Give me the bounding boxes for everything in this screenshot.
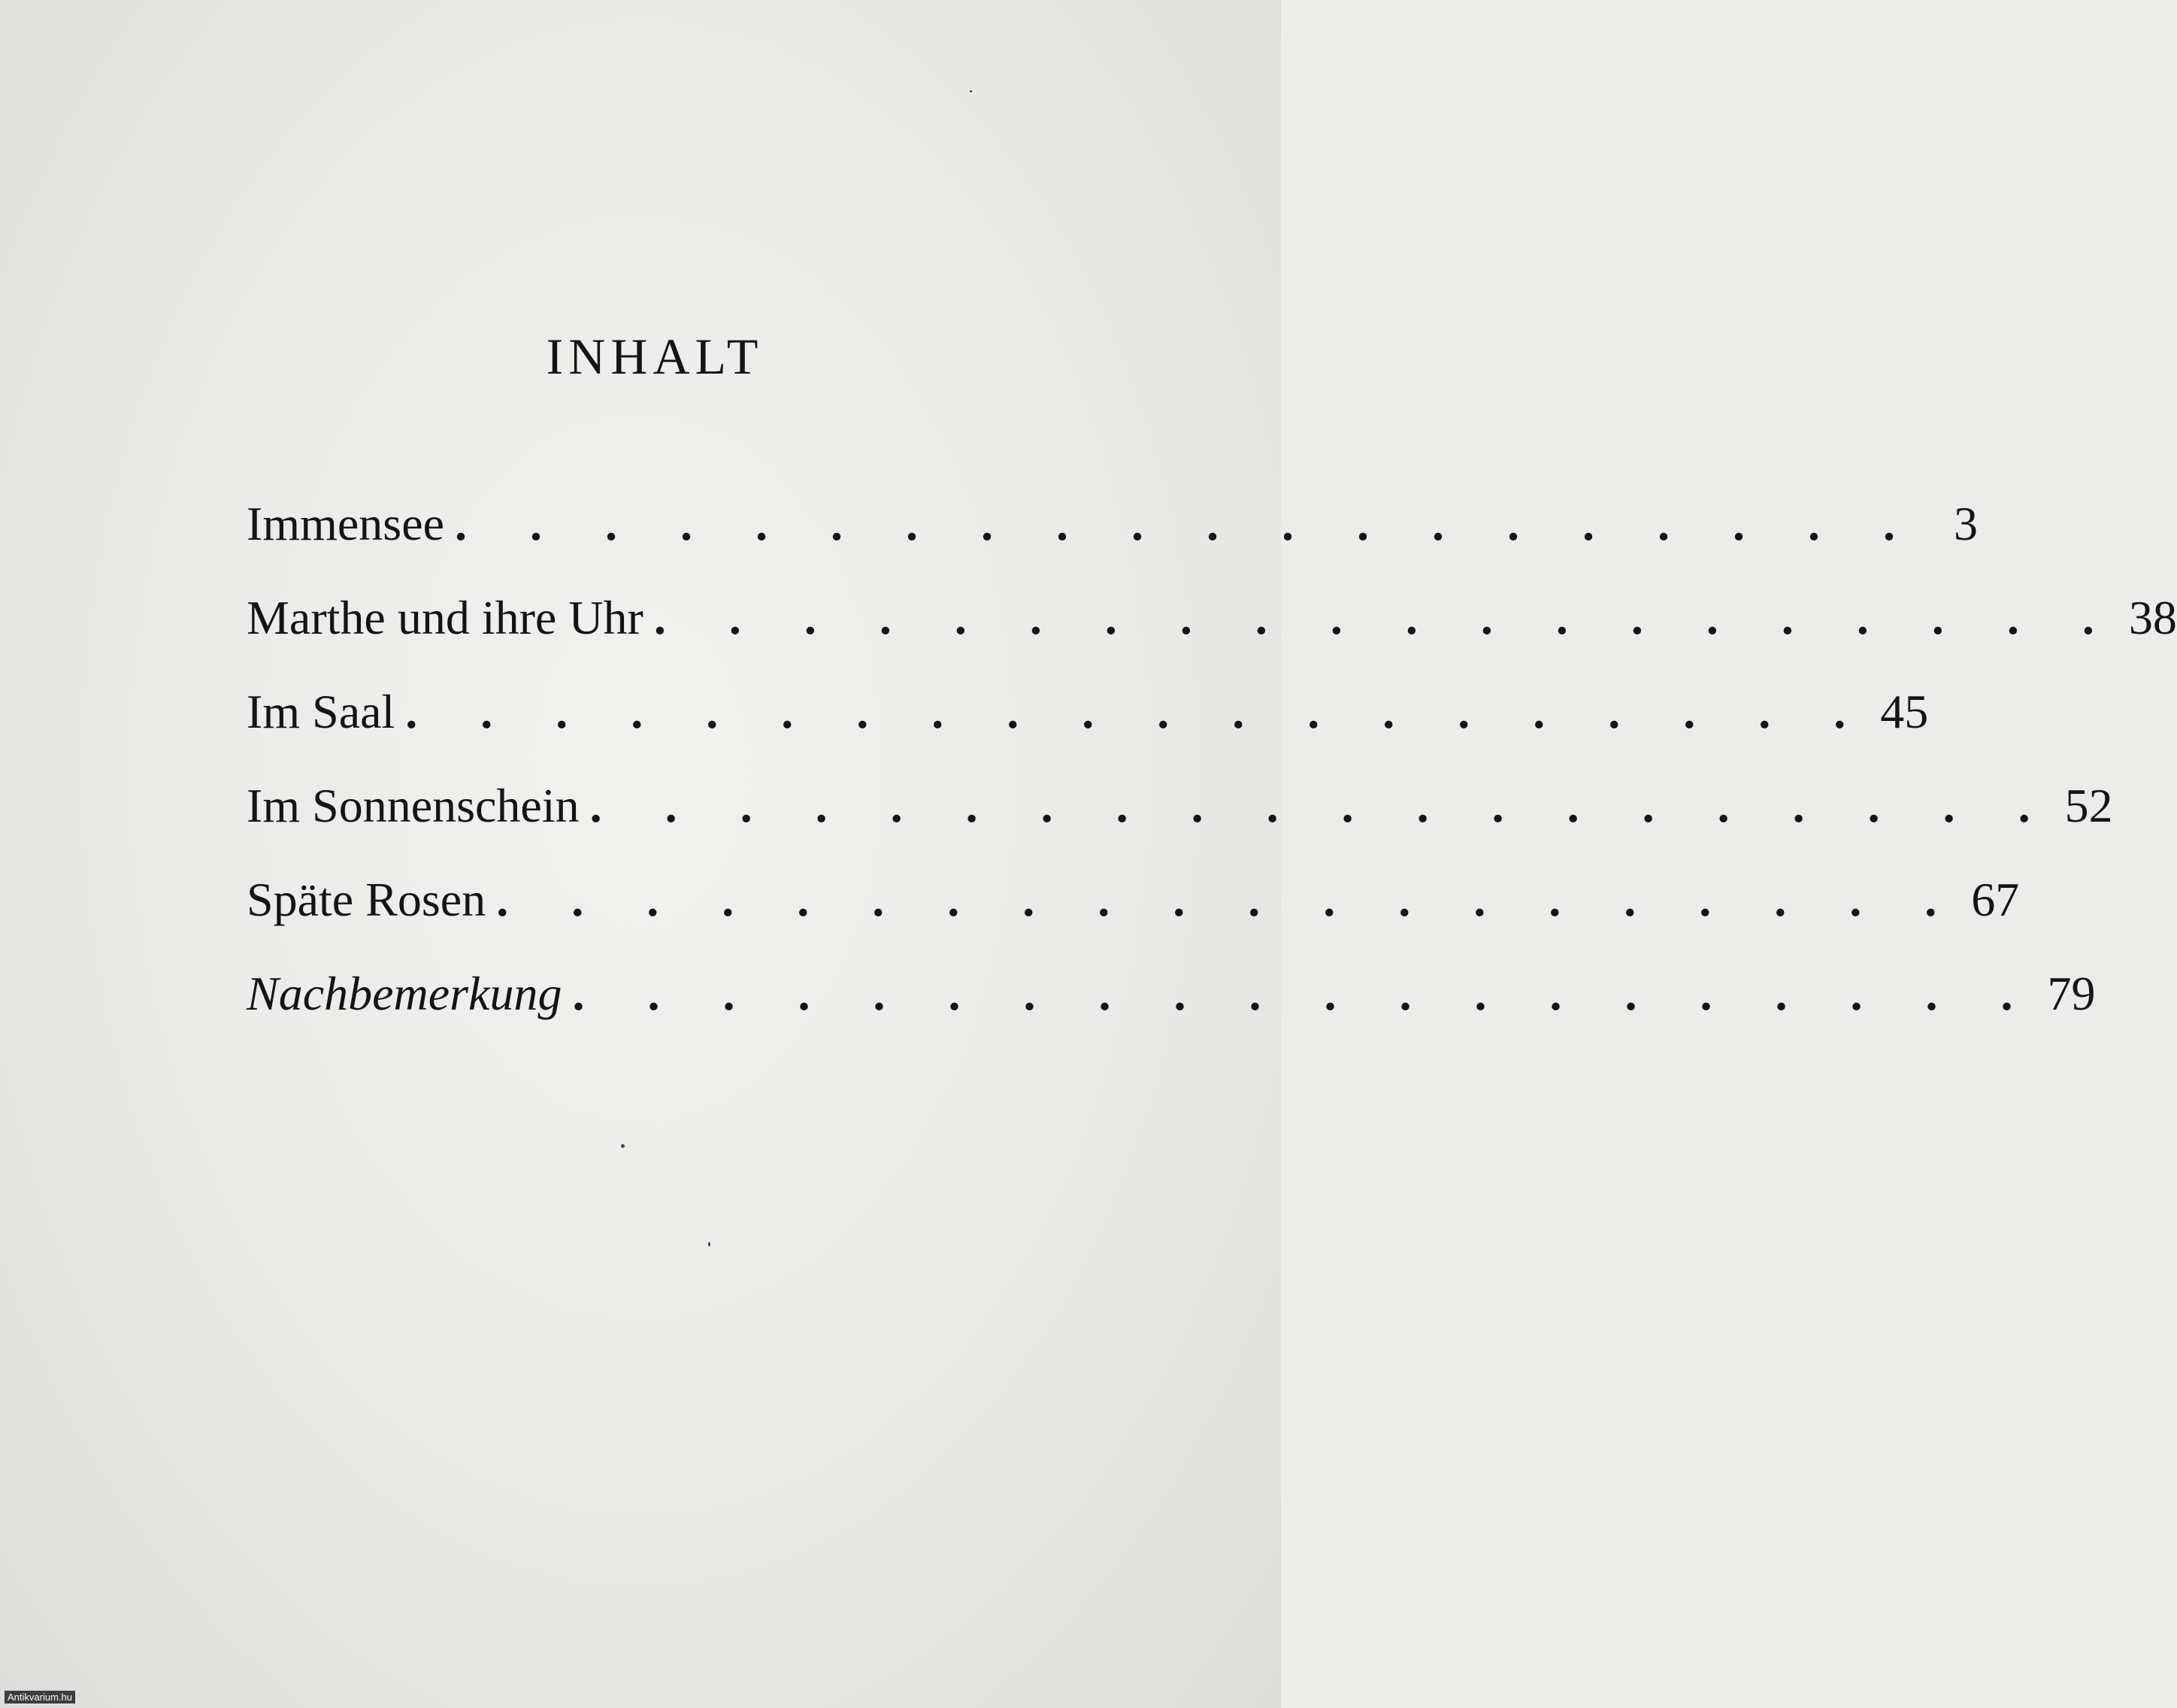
toc-dot-leader: . . . . . . . . . . . . . . . . . . . .: [572, 967, 2039, 1020]
paper-speck: [970, 90, 972, 92]
toc-dot-leader: . . . . . . . . . . . . . . . . . . . .: [589, 779, 2056, 832]
toc-dot-leader: . . . . . . . . . . . . . . . . . . . .: [653, 591, 2120, 644]
toc-dot-leader: . . . . . . . . . . . . . . . . . . . .: [496, 873, 1963, 926]
page-title: INHALT: [546, 328, 764, 385]
toc-dot-leader: . . . . . . . . . . . . . . . . . . . .: [455, 497, 1921, 550]
toc-entry-title: Im Saal: [247, 685, 395, 738]
toc-entry-nachbemerkung: [247, 966, 2096, 1060]
toc-entry-title: Immensee: [247, 497, 444, 550]
toc-dot-leader: . . . . . . . . . . . . . . . . . . . .: [405, 685, 1872, 738]
toc-page-number: 52: [2064, 779, 2113, 832]
toc-entry-im-sonnenschein: [247, 778, 2113, 872]
toc-entry-spaete-rosen: [247, 872, 2020, 966]
toc-entry-title: Marthe und ihre Uhr: [247, 591, 643, 644]
paper-speck: [621, 1144, 625, 1148]
table-of-contents: [247, 496, 2177, 1060]
toc-page-number: 3: [1954, 497, 1978, 550]
toc-page-number: 67: [1971, 873, 2020, 926]
toc-page-number: 79: [2047, 967, 2096, 1020]
paper-speck: [708, 1242, 710, 1246]
toc-page-number: 45: [1880, 685, 1929, 738]
toc-entry-im-saal: [247, 684, 1929, 778]
toc-entry-marthe-und-ihre-uhr: [247, 590, 2177, 684]
toc-entry-immensee: [247, 496, 1978, 590]
toc-entry-title: Späte Rosen: [247, 873, 486, 926]
toc-entry-title: Nachbemerkung: [247, 967, 562, 1020]
watermark: Antikvarium.hu: [5, 1691, 75, 1703]
toc-entry-title: Im Sonnenschein: [247, 779, 580, 832]
toc-page-number: 38: [2128, 591, 2177, 644]
